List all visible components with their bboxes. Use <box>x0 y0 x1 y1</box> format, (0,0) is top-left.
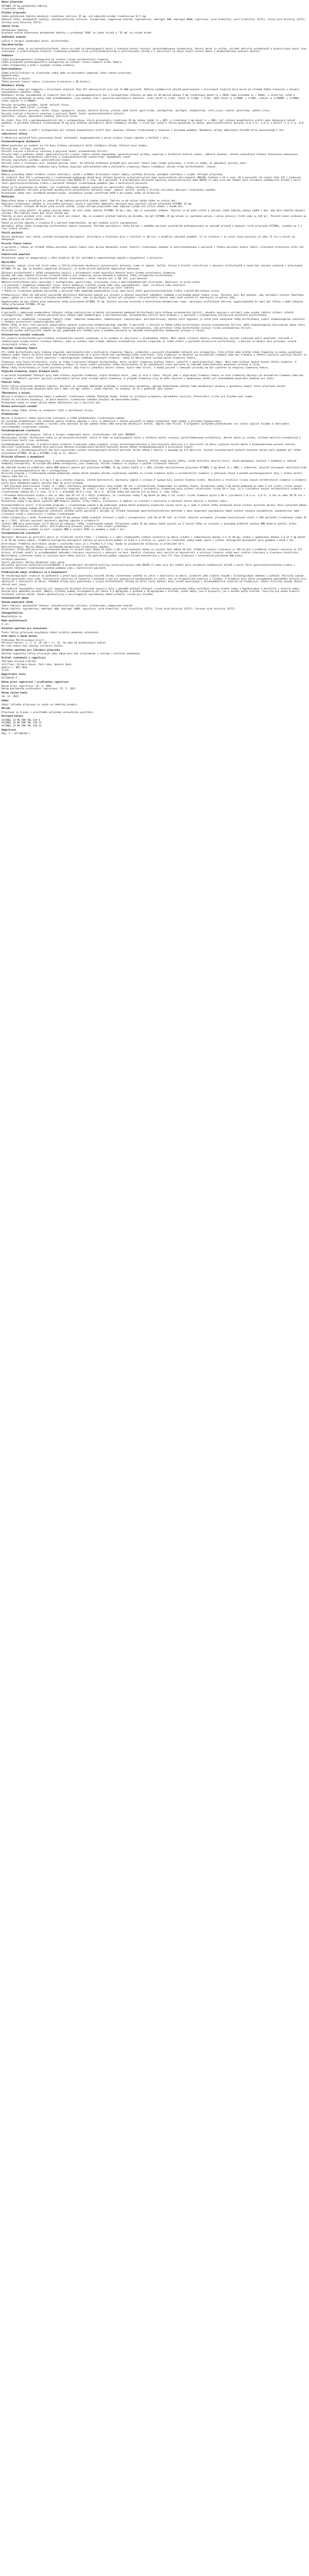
section-paragraph: Potraviny, nápoje (jiné než čistá voda) a léčivé přípravky obsahující polyvalentní kationty (jako je vápník, hořčík, železo a hliník) interferují s absorpcí bisfosfonátů a nesmí být užívány současně s přípravkem ACTONEL 35 mg. Aby se dosáhlo zamýšlené účinnosti, je nutné přesně dodržovat doporučené dávkování. <box>2 265 304 270</box>
section-heading: Farmakokinetické vlastnosti <box>2 532 40 535</box>
section-paragraph: Farmakoterapeutická skupina: léčiva k terapii onemocnění kostí, bisfosfonáty; ATC kód: M05BA07. Mechanismus účinku: Risedronan sodný je pyridinylbisfosfonát, který se váže na hydroxyapatit kostí a inhibuje kostní resorpci zprostředkovanou osteoklasty. Kostní obrat je snížen, přičemž aktivita osteoblastů a mineralizace kosti jsou zachovány. <box>2 434 301 443</box>
section-paragraph: Farmakodynamické účinky: V preklinických studiích risedronan sodný prokázal silnou antiosteoklastickou a antiresorpční aktivitu a v závislosti na dávce zvyšoval kostní hmotu a biomechanickou pevnost skeletu. Aktivita risedronanu sodného byla potvrzena měřením biochemických markerů kostního obratu během farmakodynamických a klinických studií. Ve studiích u postmenopauzálních žen bylo pozorováno snížení biochemických markerů kostního obratu během 1 měsíce, s maximem po 3–6 měsících. Snížení biochemických markerů kostního obratu bylo podobné při léčbě přípravkem ACTONEL 35 mg a ACTONEL 5 mg ve 12. měsíci. <box>2 443 301 455</box>
section-heading: Doba použitelnosti <box>2 619 27 622</box>
section-heading: Postmarketingové zkušenosti <box>2 141 40 144</box>
section-heading: Předávkování <box>2 413 19 416</box>
section-paragraph: Ve studii fáze III u postmenopauzálních žen s osteoporózou, která porovnávala risedronan 35 mg jednou týdně (n = 485) a risedronan 5 mg denně (n = 480), byl celkový bezpečnostní profil obou dávkových režimů podobný. U pacientů léčených risedronanem 35 mg byly hlášeny následující další nežádoucí účinky, u nichž byl vztah k léčivu považován za možný: gastrointestinální poruchy (1,6 % vs. 1,0 %) a bolest (1,2 % vs. 0,8 %). <box>2 119 305 128</box>
section-paragraph: 20. 12. 2023 <box>2 696 19 699</box>
section-paragraph: Léčba postmenopauzální osteoporózy: S postmenopauzální osteoporózou je spojena řada rizikových faktorů, včetně nízké kostní hmoty, nízké minerální denzity kostí, časné menopauzy, kouření v anamnéze a rodinné anamnézy osteoporózy. Klinickým důsledkem osteoporózy jsou zlomeniny. Riziko zlomenin se zvyšuje s počtem rizikových faktorů. <box>2 460 298 466</box>
section-paragraph: Známá přecitlivělost na risedronan sodný nebo na kteroukoli pomocnou látku tohoto přípravku. Hypokalcemie. Těhotenství a kojení. Těžká porucha funkce ledvin (clearance kreatininu < 30 ml/min). <box>2 72 133 83</box>
section-paragraph: Byly hodnoceny denní dávky 2,5 mg a 5 mg a všechny skupiny, včetně kontrolních, dostávaly vápník a vitamin D (pokud byly výchozí hladiny nízké). Absolutní a relativní riziko nových vertebrálních zlomenin a zlomenin kyčle bylo odhadnuto pomocí analýzy doby do první příhody. • Dvě placebem kontrolované studie (n = 3661) zahrnovaly postmenopauzální ženy mladší 85 let s vertebrálními zlomeninami na začátku studie. Risedronan sodný 5 mg denně podávaný po dobu 3 let snížil riziko nových vertebrálních zlomenin ve srovnání s kontrolní skupinou. Ve studii u žen s nejméně 2 nebo nejméně 1 vertebrální zlomeninou bylo snížení relativního rizika 49 % resp. 41 % (incidence nových vertebrálních zlomenin s risedronanem sodným 18,1 % resp. 11,3 %, s placebem 29,0 % resp. 16,3 %). Účinek léčby byl patrný již na konci 1. roku léčby. <box>2 479 306 494</box>
section-heading: Zvláštní opatření pro likvidaci přípravku <box>2 649 60 652</box>
section-paragraph: Ve dvouleté studii u mužů s osteoporózou byl celkový bezpečnostní profil mezi skupinou léčenou risedronanem a skupinou s placebem podobný. Nežádoucí účinky odpovídaly účinkům dříve pozorovaným u žen. <box>2 129 285 132</box>
section-paragraph: Pokud je příjem vápníku a vitaminu D v potravě nedostatečný, má být zvážena jejich suplementace. Optimální délka léčby osteoporózy bisfosfonáty nebyla stanovena. Potřeba pokračující léčby má být u každého pacienta pravidelně přehodnocována na základě přínosů a možných rizik přípravku ACTONEL, zejména po 5 a více letech užívání. <box>2 222 302 231</box>
section-paragraph: Výdej léčivého přípravku je vázán na lékařský předpis. <box>2 703 79 706</box>
section-heading: Druh obalu a obsah balení <box>2 635 38 638</box>
section-heading: Starší pacienti <box>2 231 23 234</box>
section-paragraph: 87/160/03-C <box>2 677 18 680</box>
section-paragraph: Risedronan sodný byl hodnocen v klinických studiích fáze III zahrnujících více než 15 000 pacientů. Většina nežádoucích účinků pozorovaných v klinických studiích byla mírné až středně těžké intenzity a obvykle nevyžadovala ukončení léčby. Nežádoucí účinky zaznamenané ve studiích fáze III u postmenopauzálních žen s osteoporózou léčených po dobu až 36 měsíců dávkou 5 mg risedronanu denně (n = 5020) nebo placebem (n = 5048), u nichž byl vztah k risedronanu považován za možný nebo pravděpodobný, jsou uvedeny níže s použitím následující konvence: velmi časté (≥ 1/10), časté (≥ 1/100; < 1/10), méně časté (≥ 1/1000; < 1/100), vzácné (≥ 1/10000; < 1/1000), velmi vzácné (< 1/10000). <box>2 88 301 103</box>
section-paragraph: U pacientů se souběžnými rizikovými faktory (např. nádorové onemocnění, chemoterapie, radioterapie, kortikosteroidy, špatná ústní hygiena) je nutné před zahájením léčby bisfosfonáty zvážit stomatologické vyšetření s vhodnou preventivní stomatologickou péčí. Během léčby se mají tito pacienti pokud možno vyhnout invazivním stomatologickým výkonům. U pacientů, u kterých se během léčby bisfosfonáty rozvine osteonekróza čelisti, může stomatologický chirurgický výkon tento stav zhoršit. Pro pacienty vyžadující stomatologický výkon nejsou k dispozici údaje, které by naznačovaly, zda přerušení léčby bisfosfonáty snižuje riziko osteonekrózy čelisti. Klinický úsudek ošetřujícího lékaře má být podkladem pro léčebný plán u každého pacienta na základě individuálního zhodnocení přínosu a rizika. <box>2 318 305 333</box>
section-paragraph: Potahované tablety. Oranžové oválné bikonvexní potahované tablety s vyraženým "RSN" na jedné straně a "35 mg" na straně druhé. <box>2 29 153 35</box>
section-heading: Datum první registrace / prodloužení registrace <box>2 681 68 684</box>
section-paragraph: Ve studiích reprodukční toxicity při expozicích blízkých klinické expozici byly u potomků potkanů léčených risedronanem pozorovány změny osifikace sterna a/nebo lebky a hypokalcemie a mortalita u březích samic, kterým bylo umožněno porodit. Nebyly zjištěny známky teratogenity při dávce 3,2 mg/kg/den u potkanů a 10 mg/kg/den u králíků, avšak údaje jsou k dispozici jen u malého počtu králíků. Toxicita pro matku bránila testování vyšších dávek. Studie genotoxicity a karcinogenity neprokázaly žádná zvláštní rizika pro člověka. <box>2 587 302 596</box>
section-paragraph: Doporučená dávka u dospělých je jedna 35 mg tableta perorálně jednou týdně. Tableta se má užívat každý týden ve stejný den. Absorpce risedronanu sodného je ovlivněna potravou, proto k zajištění adekvátní absorpce mají pacienti užívat přípravek ACTONEL 35 mg: • Před snídaní: alespoň 30 minut před prvním jídlem, jiným léčivým přípravkem nebo nápojem (jiným než čistou vodou) v daném dni. <box>2 200 193 209</box>
section-heading: Klinická účinnost a bezpečnost <box>2 456 44 459</box>
section-paragraph: Během postmarketingového sledování byly hlášeny atypické subtrochanterické a diafyzární zlomeniny femuru (nežádoucí účinek třídy bisfosfonátů), vzácné. <box>2 166 217 169</box>
section-heading: Charakteristika <box>2 44 23 47</box>
section-heading: Upozornění <box>2 261 16 264</box>
section-paragraph: Distribuce: Průměrný distribuční objem v ustáleném stavu je u člověka 6,3 l/kg. Vazba na plazmatické bílkoviny je přibližně 24 %. Biotransformace: Nejsou důkazy o systémovém metabolismu risedronanu sodného. Eliminace: Přibližně polovina absorbované dávky se vyloučí močí během 24 hodin a 85 % intravenózní dávky se vyloučí močí během 28 dnů. Průměrná renální clearance je 105 ml/min a průměrná celková clearance je 122 ml/min, přičemž rozdíl je pravděpodobně způsoben clearance související s adsorpcí na kost. Renální clearance není závislá na koncentraci a existuje lineární vztah mezi renální clearance a clearance kreatininu. Nevstřebaný risedronan sodný se vylučuje beze změny stolicí. Po perorálním podání vykazuje křivka koncentrace v čase tři fáze eliminace s terminálním poločasem 480 hodin. <box>2 543 302 557</box>
section-heading: Indikace <box>2 54 13 57</box>
section-paragraph: Při léčbě bisfosfonáty byly hlášeny atypické subtrochanterické a diafyzární zlomeniny femuru, především u pacientů dlouhodobě léčených pro osteoporózu. Tyto příčné nebo krátké šikmé zlomeniny se mohou vyskytnout kdekoli podél femuru od místa těsně pod malým trochanterem až k místu těsně nad suprakondylickým rozšířením. Tyto zlomeniny se objevují po minimálním traumatu nebo bez traumatu a někteří pacienti pociťují bolest ve stehně nebo v tříslech, často spojenou s radiologickými známkami únavových zlomenin, týdny až měsíce před vznikem úplné zlomeniny femuru. <box>2 351 308 360</box>
section-heading: Laboratorní nálezy <box>2 133 27 136</box>
section-paragraph: Předepisující lékař má zdůraznit pacientům důležitost dodržování pokynů pro užívání a věnovat pozornost jakýmkoli známkám a příznakům možné reakce jícnu. Pacienti mají být poučeni, aby vyhledali včasnou lékařskou pomoc, pokud se u nich objeví příznaky podráždění jícnu, jako je dysfagie, bolest při polykání, retrosternální bolest nebo nově vzniklé či zhoršující se pálení žáhy. <box>2 294 305 300</box>
section-paragraph: Zlomeniny jsou často bilaterální, proto je třeba u pacientů léčených bisfosfonáty, kteří utrpěli zlomeninu diafýzy femuru, vyšetřit i kontralaterální femur. Bylo také hlášeno špatné hojení těchto zlomenin. U pacientů s podezřením na atypickou zlomeninu femuru je nutné zvážit přerušení léčby bisfosfonáty až do vyhodnocení stavu pacienta na základě individuálního posouzení přínosů a rizik. Během léčby bisfosfonáty je nutné pacienty poučit, aby hlásili jakoukoli bolest stehna, kyčle nebo třísel, a každý pacient s takovými příznaky má být vyšetřen na neúplnou zlomeninu femuru. <box>2 361 297 369</box>
section-paragraph: U pacientů s lehkou až středně těžkou poruchou funkce ledvin není úprava dávkování nutná. Použití risedronanu sodného je kontraindikováno u pacientů s těžkou poruchou funkce ledvin (clearance kreatininu nižší než 30 ml/min). <box>2 246 305 252</box>
section-heading: Osteonekróza zevního zvukovodu <box>2 333 44 336</box>
section-paragraph: ACTONEL 35 MG POR TBL FLM 4 ACTONEL 35 MG POR TBL FLM 12 ACTONEL 35 MG POR TBL FLM 24 <box>2 719 42 728</box>
section-paragraph: Zvláštní populace: Starší pacienti: Úprava dávkování není nutná. Uživatelé kyseliny acetylsalicylové/NSAID: U pravidelných uživatelů kyseliny acetylsalicylové nebo NSAID (3 nebo více dní týdně) byla incidence nežádoucích účinků v horní části gastrointestinálního traktu u pacientů léčených risedronanem sodným podobná jako u kontrolních pacientů. <box>2 558 295 570</box>
section-paragraph: Při použití bisfosfonátů byla hlášena osteonekróza zevního zvukovodu, a to zejména ve spojitosti s dlouhodobou léčbou. Mezi možné rizikové faktory osteonekrózy zevního zvukovodu patří používání steroidů a chemoterapie a/nebo místní rizikové faktory, jako je infekce nebo trauma. Možnost osteonekrózy zevního zvukovodu je třeba zvážit u pacientů užívajících bisfosfonáty, u kterých se objeví ušní příznaky, včetně chronických infekcí ucha. <box>2 337 298 346</box>
section-paragraph: Ve toxikologických studiích na potkanech a psech byly pozorovány toxické účinky risedronanu sodného na játra v závislosti na dávce, primárně jako zvýšení enzymů s histologickými změnami u potkanů. Klinický význam těchto pozorování není znám. Testikulární toxicita se vyskytla u potkanů a psů při expozicích považovaných za vyšší, než je terapeutická expozice u člověka. U hlodavců bylo často zaznamenáno podráždění horních cest dýchacích v závislosti na dávce. Podobné účinky byly pozorovány u jiných bisfosfonátů. Účinky na dolní cesty dýchací byly rovněž pozorovány v dlouhodobějších studiích na hlodavcích, ačkoli klinický význam těchto nálezů není jasný. <box>2 575 308 586</box>
section-heading: Pomocné látky <box>2 381 20 384</box>
section-paragraph: Na základě účinků na průměrnou změnu BMD bederní páteře byl přípravek ACTONEL 35 mg jednou týdně (n = 485) shledán ekvivalentním přípravku ACTONEL 5 mg denně (n = 480) v jednoleté, dvojitě zaslepené, multicentrické studii u postmenopauzálních žen s osteoporózou. Klinický program s risedronanem sodným podávaným jednou denně zkoumal účinek risedronanu sodného na riziko zlomenin kyčle a vertebrálních zlomenin a zahrnoval časně a pozdně postmenopauzální ženy s nízkou kostní hmotou nebo bez ní. <box>2 466 306 478</box>
section-heading: Zvláštní opatření pro uchovávání <box>2 628 47 631</box>
section-paragraph: Tento léčivý přípravek obsahuje laktosu. Pacienti se vzácnými dědičnými problémy s intolerancí galaktosy, úplným nedostatkem laktázy nebo malabsorpcí glukosy a galaktosy nemají tento přípravek užívat. Tento léčivý přípravek obsahuje méně než 1 mmol (23 mg) sodíku v jedné tabletě, to znamená, že je v podstatě „bez sodíku“. <box>2 385 287 391</box>
section-heading: Registrační číslo <box>2 673 26 676</box>
section-paragraph: Léčiva k terapii onemocnění kostí, bisfosfonáty. <box>2 40 70 43</box>
section-paragraph: Reg. č.: 87/160/03-C <box>2 733 30 736</box>
section-paragraph: Nejsou známy žádné účinky na schopnost řídit a obsluhovat stroje. <box>2 409 94 412</box>
section-paragraph: Některé bisfosfonáty byly spojovány s ezofagitidou, gastritidou, ulceracemi jícnu a gastroduodenálními ulceracemi. Opatrnost je proto nutná: • U pacientů s anamnézou onemocnění jícnu, které zpomalují průchod jícnem nebo jeho vyprazdňování, např. striktura nebo achalazie • U pacientů, kteří nejsou schopni udržet vzpřímenou polohu alespoň 30 minut po užití tablety • Pokud je risedronan podáván pacientům s aktivním nebo nedávným onemocněním jícnu nebo horní části gastrointestinálního traktu (včetně Barrettova jícnu). <box>2 281 221 293</box>
section-paragraph: Průhledný PVC/hliníkový blistr. Velikost balení: 1, 2, 4, 10 (10 × 1), 12, 16 nebo 24 potahovaných tablet. Na trhu nemusí být všechny velikosti balení. <box>2 639 107 648</box>
section-heading: Těhotenství a kojení <box>2 392 30 395</box>
section-heading: Indikační skupina <box>2 36 26 39</box>
section-heading: Léková forma <box>2 25 19 28</box>
section-paragraph: Pacienta je nutno poučit, že pokud vynechá dávku, má užít jednu tabletu ACTONEL 35 mg v den, kdy si vynechání uvědomí. Pacient se má poté vrátit k užívání jedné tablety jednou týdně v den, kdy byla tableta obvykle užívána. Dvě tablety nesmí být užity tentýž den. Tablety se musí polykat celé, nesmí se cucat ani žvýkat. Aby se usnadnil průchod tablety do žaludku, má být ACTONEL 35 mg užíván ve vzpřímené poloze s plnou sklenicí čisté vody (≥ 120 ml). Pacient nesmí ulehnout po dobu 30 minut po užití tablety. <box>2 209 306 221</box>
section-heading: Porucha funkce ledvin <box>2 242 32 245</box>
section-heading: Úhrada <box>2 707 10 710</box>
section-heading: Kontraindikace <box>2 68 22 71</box>
section-heading: Nežádoucí účinky <box>2 84 25 88</box>
section-heading: Pediatrická populace <box>2 253 30 256</box>
section-paragraph: Všechen nepoužitý léčivý přípravek nebo odpad musí být zlikvidován v souladu s místními požadavky. <box>2 653 142 656</box>
section-heading: Inkompatibility <box>2 612 23 615</box>
section-heading: Farmaceutické údaje <box>2 597 29 600</box>
section-paragraph: 5 let. <box>2 623 10 626</box>
section-heading: Farmakodynamické vlastnosti <box>2 430 40 433</box>
section-paragraph: Jedna potahovaná tableta obsahuje risedronas natricus 35 mg, což odpovídá acidum risedronicum 32,5 mg. Pomocné látky: monohydrát laktosy, mikrokrystalická celulosa, krospovidon, magnesium-stearát, hypromelosa, makrogol 400, makrogol 8000, hyprolosa, oxid křemičitý, oxid titaničitý (E171), žlutý oxid železitý (E172), červený oxid železitý (E172). <box>2 15 306 24</box>
section-paragraph: Léčba postmenopauzální osteoporózy ke snížení rizika vertebrálních zlomenin. Léčba prokázané postmenopauzální osteoporózy ke snížení rizika zlomenin krčku femuru. Léčba osteoporózy u mužů s vysokým rizikem zlomenin. <box>2 58 123 67</box>
section-heading: Název přípravku <box>2 1 23 4</box>
section-heading: Interakce <box>2 170 14 173</box>
section-heading: Výdej <box>2 699 9 702</box>
section-paragraph: Léčba osteoporózy u mužů: Risedronan sodný 35 mg jednou týdně prokázal účinnost u mužů s osteoporózou (věk 36 až 84 let) ve 2leté, dvojitě zaslepené, placebem kontrolované studii u 284 pacientů (risedronan sodný 35 mg n = 191). Všichni pacienti dostávali doplňky vápníku a vitaminu D. Zvýšení BMD bylo pozorováno již 6 měsíců po zahájení léčby risedronanem sodným. Risedronan sodný 35 mg jednou týdně vyvolal po 2 letech léčby ve srovnání s placebem průměrné zvýšení BMD bederní páteře, krčku femuru, trochanteru a celé kyčle. Antifrakturová účinnost nebyla v této studii prokázána. Účinek risedronanu sodného na kost (zvýšení BMD a snížení BTM) je podobný u mužů i žen. <box>2 517 306 531</box>
section-paragraph: Nebyly provedeny žádné formální studie interakcí, avšak v průběhu klinických studií nebyly zjištěny klinicky významné interakce s jinými léčivými přípravky. Ve studiích fáze III u osteoporózy s risedronanem podávaným denně bylo užívání kyseliny acetylsalicylové nebo nesteroidních antirevmatik (NSAID) hlášeno u 33 % resp. 45 % pacientů. Ve studii fáze III s týdenním dávkováním užívalo kyselinu acetylsalicylovou nebo NSAID 57 % resp. 40 % pacientů. U pravidelných uživatelů kyseliny acetylsalicylové nebo NSAID (3 nebo více dní týdně) byla incidence nežádoucích účinků v horní části gastrointestinálního traktu u pacientů léčených risedronanem podobná jako u kontrolních pacientů. <box>2 174 301 185</box>
section-heading: Seznam pomocných látek <box>2 601 33 604</box>
section-paragraph: Pokud je to považováno za vhodné, lze risedronan sodný podávat současně se substituční léčbou estrogeny. Současné podávání léčivých přípravků obsahujících polyvalentní kationty (např. vápník, hořčík, železo a hliník) ovlivňuje absorpci risedronanu sodného. Risedronan sodný není systémově metabolizován, neindukuje enzymy cytochromu P450 a má nízkou vazbu na bílkoviny. <box>2 186 217 195</box>
section-paragraph: Risedronan sodný se nedoporučuje u dětí mladších 18 let vzhledem k nedostatečným údajům o bezpečnosti a účinnosti. <box>2 257 164 260</box>
section-heading: Dávkování <box>2 196 14 199</box>
document-body <box>2 1 307 736</box>
section-paragraph: Nejsou k dispozici žádné specifické informace o léčbě předávkování risedronanem sodným. Po výrazném předávkování lze očekávat pokles hladiny vápníku v séru. U některých z těchto pacientů se mohou vyskytnout také známky a příznaky hypokalcemie. K navázání risedronanu sodného a snížení jeho absorpce má být podáno mléko nebo antacida obsahující hořčík, vápník nebo hliník. V případech výrazného předávkování lze zvážit výplach žaludku k odstranění nevstřebaného risedronanu sodného. <box>2 417 289 429</box>
section-heading: Dostupná balení <box>2 715 23 718</box>
section-paragraph: Histomorfometrie kostí: V klinickém programu s risedronanem sodným 5 mg podávaným jednou denně prokázaly bioptické vzorky kostí po 2 nebo 3 letech léčby očekávané mírné snížení kostního obratu. Kost vytvořená během léčby risedronanem sodným měla normální lamelární strukturu a normální mineralizaci. Endoskopické nálezy: Endoskopické vyšetření velkého počtu pacientů s mírnými až středně závažnými gastrointestinálními obtížemi v obou skupinách neprokázalo žádné zvýšení výskytu žaludečních, duodenálních nebo jícnových vředů v souvislosti s léčbou risedronanem. <box>2 504 306 516</box>
section-heading: Předklinické údaje vztahující se k bezpečnosti <box>2 571 67 574</box>
section-paragraph: Účinnost bisfosfonátů v léčbě osteoporózy souvisí s přítomností nízké minerální denzity kostí a/nebo prevalentní zlomeniny. Vysoký věk nebo samotné klinické rizikové faktory pro zlomeniny nejsou důvodem k zahájení léčby osteoporózy bisfosfonáty. Údaje podporující účinnost bisfosfonátů včetně risedronanu u velmi starých žen (> 80 let) jsou omezené. <box>2 272 177 280</box>
section-heading: Datum revize textu <box>2 691 27 694</box>
section-paragraph: Datum první registrace: 16. 4. 2003 Datum posledního prodloužení registrace: 25. 5. 2011 <box>2 685 76 691</box>
section-paragraph: Risedronan sodný je pyridinylbisfosfonát, který se váže na hydroxyapatit kostí a inhibuje kostní resorpci zprostředkovanou osteoklasty. Kostní obrat je snížen, přičemž aktivita osteoblastů a mineralizace kosti jsou zachovány. V preklinických studiích risedronan prokázal silný protiosteoklastický a antiresorpční účinek a v závislosti na dávce zvýšil kostní hmotu a biomechanickou pevnost skeletu. <box>2 47 308 54</box>
section-paragraph: Během používání po uvedení na trh byly hlášeny následující další nežádoucí účinky (četnost není známa): Poruchy oka: iritida, uveitida. Poruchy svalové a kosterní soustavy a pojivové tkáně: osteonekróza čelisti. Poruchy kůže a podkožní tkáně: hypersenzitivita a kožní reakce včetně angioedému, generalizované vyrážky, kopřivky a bulózních kožních reakcí, některé závažné, včetně ojedinělých hlášení Stevensova-Johnsonova syndromu, toxické epidermální nekrolýzy a leukocytoklastické vaskulitidy. Vypadávání vlasů. Poruchy imunitního systému: anafylaktická reakce. Poruchy jater a žlučových cest: závažné poruchy jater. Ve většině hlášených případů byli pacienti léčeni také jinými přípravky, o nichž je známo, že způsobují poruchy jater. <box>2 144 298 165</box>
section-paragraph: Nejsou k dispozici dostatečné údaje o podávání risedronanu sodného těhotným ženám. Studie na zvířatech prokázaly reprodukční toxicitu. Potenciální riziko pro člověka není známo. Studie na zvířatech naznačují, že malé množství risedronanu sodného přechází do mateřského mléka. Risedronan sodný se nesmí užívat během těhotenství ani u kojících žen. <box>2 396 254 404</box>
section-paragraph: Úprava dávkování není nutná, protože biologická dostupnost, distribuce a eliminace byly u starších (> 60 let) a mladších subjektů podobné. To se vztahuje i na velmi staré pacienty ve věku 75 let a starší po menopauze. <box>2 235 297 242</box>
section-paragraph: U pacientů s nádorovým onemocněním léčených režimy zahrnujícími primárně intravenózně podávané bisfosfonáty byla hlášena osteonekróza čelisti, obvykle spojená s extrakcí zubu a/nebo lokální infekcí (včetně osteomyelitidy). Mnoho z těchto pacientů bylo léčeno také chemoterapií a kortikosteroidy. Osteonekróza čelisti byla hlášena i u pacientů s osteoporózou užívajících perorální bisfosfonáty. <box>2 311 295 317</box>
section-heading: Držitel rozhodnutí o registraci <box>2 656 46 659</box>
section-paragraph: Hypokalcemie má být léčena před zahájením léčby přípravkem ACTONEL 35 mg. Ostatní poruchy kostního a minerálního metabolismu (např. dysfunkce příštítných tělísek, hypovitaminóza D) mají být léčeny v době zahájení léčby přípravkem ACTONEL 35 mg. <box>2 300 305 307</box>
section-paragraph: Absorpce: Absorpce po perorální dávce je relativně rychlá (tmax ~ 1 hodina) a v rámci studovaného rozmezí nezávislá na dávce (studie s jednorázovou dávkou 2,5 až 30 mg; studie s opakovanou dávkou 2,5 až 5 mg denně a až 50 mg jednou týdně). Průměrná biologická dostupnost tablety po perorálním podání je 0,63 % a snižuje se, pokud je risedronan sodný podán spolu s jídlem. Biologická dostupnost byla podobná u mužů a žen. <box>2 536 306 542</box>
section-heading: Atypické zlomeniny jiných dlouhých kostí <box>2 370 59 374</box>
section-paragraph: ACTONEL 35 mg potahované tablety risedronan sodný <box>2 5 47 11</box>
section-heading: Řízení motorových vozidel <box>2 405 38 409</box>
section-paragraph: Přípravek je hrazen z prostředků veřejného zdravotního pojištění. <box>2 711 94 714</box>
section-heading: Složení přípravku <box>2 11 26 14</box>
section-paragraph: Tento léčivý přípravek nevyžaduje žádné zvláštní podmínky uchovávání. <box>2 631 100 634</box>
section-heading: Osteonekróza čelisti <box>2 308 30 311</box>
section-paragraph: U pacientů dlouhodobě léčených byly také hlášeny atypické zlomeniny jiných dlouhých kostí, jako je ulna a tibie. Stejně jako u atypických zlomenin femuru se tyto zlomeniny objevují po minimálním traumatu nebo bez traumatu a někteří pacienti pociťují prodromální bolest před vznikem úplné zlomeniny. V případě zlomeniny ulny to může souviset s opakovanou zátěží při dlouhodobém používání pomůcek pro chůzi. <box>2 374 305 380</box>
section-paragraph: • Placebem kontrolovaná studie u žen ve věku nad 70 let (n = 9331) prokázala, že risedronan sodný 5 mg denně po dobu 3 let snížil riziko zlomenin kyčle o 30 % (incidence 2,8 % vs. 3,9 %). U žen ve věku 70–79 let s T-skóre BMD krčku femuru < −3 SD bylo riziko zlomeniny kyčle sníženo o 60 %. Risedronan sodný 5 mg denně zvyšoval BMD bederní páteře, krčku femuru, trochanteru a zápěstí ve srovnání s kontrolou a udržoval kostní denzitu v diafýze radia. <box>2 495 305 503</box>
section-paragraph: Poruchy nervového systému: časté: bolesti hlavy. Poruchy oka: méně časté: iritida. Gastrointestinální poruchy: časté: zácpa, dyspepsie, nauzea, bolesti břicha, průjem; méně časté: gastritida, ezofagitida, dysfagie, duodenitida, vřed jícnu; vzácné: glositida, zúžení jícnu. Poruchy svalové a kosterní soustavy a pojivové tkáně: časté: muskuloskeletální bolesti. Vyšetření: vzácné: abnormální hodnoty jaterních testů. <box>2 104 271 118</box>
section-paragraph: U některých pacientů bylo pozorováno časné, přechodné, asymptomatické a mírné snížení hladin vápníku a fosfátů v séru. <box>2 137 170 140</box>
section-paragraph: Jádro tablety: monohydrát laktosy, mikrokrystalická celulosa, krospovidon, magnesium-stearát. Potah tablety: hypromelosa, makrogol 400, makrogol 8000, hyprolosa, oxid křemičitý, oxid titaničitý (E171), žlutý oxid železitý (E172), červený oxid železitý (E172). <box>2 605 237 611</box>
section-heading: Atypické zlomeniny femuru <box>2 347 38 350</box>
section-paragraph: Theramex Ireland Limited 3rd Floor, Kilmore House, Park Lane, Spencer Dock Dublin 1, D01 YE64 Irsko <box>2 660 72 672</box>
section-heading: Registrace <box>2 728 16 732</box>
section-paragraph: Neuplatňuje se. <box>2 616 23 619</box>
